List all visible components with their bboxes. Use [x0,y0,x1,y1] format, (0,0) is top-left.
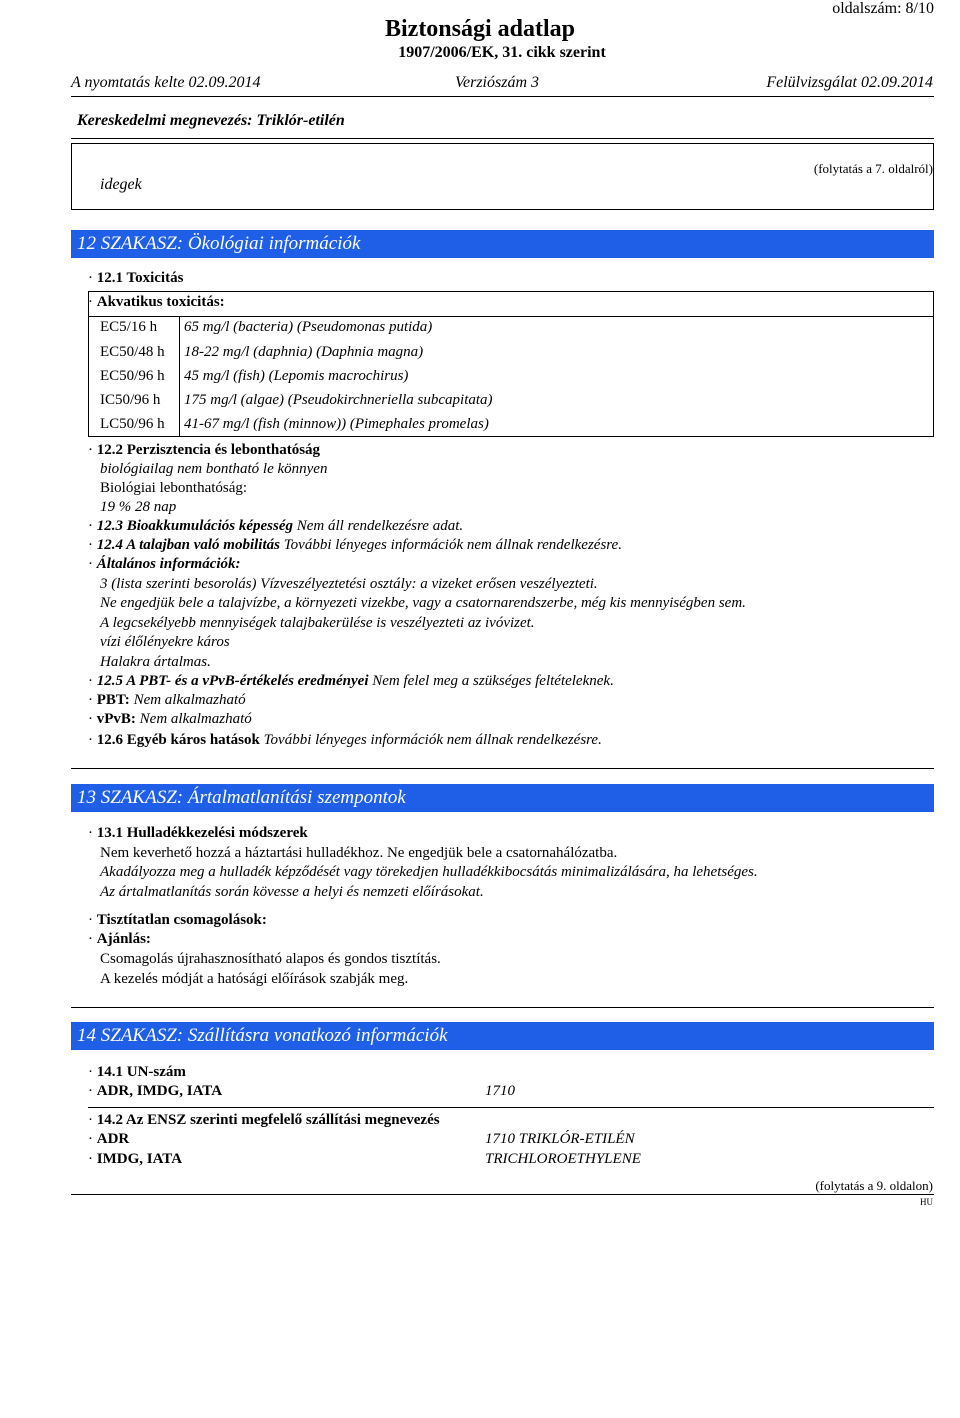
biodegradability-value: 19 % 28 nap [100,499,177,515]
adr-label: · ADR [88,1131,130,1147]
trade-name-divider [71,138,934,139]
bioaccumulation-line: · 12.3 Bioakkumulációs képesség Nem áll rendelkezésre adat. [88,518,464,534]
aquatic-row-value: 45 mg/l (fish) (Lepomis macrochirus) [184,368,409,384]
soil-mobility-line: · 12.4 A talajban való mobilitás További lényeges információk nem állnak rendelkezésre. [88,537,622,553]
continuation-left-text: idegek [100,176,142,193]
general-info-line: vízi élőlényekre káros [100,634,230,650]
general-info-line: Ne engedjük bele a talajvízbe, a környezeti vizekbe, vagy a csatornarendszerbe, még kis mennyiségben sem. [100,595,746,611]
aquatic-heading-divider [88,316,934,317]
section-13-divider [71,1007,934,1008]
aquatic-row-label: EC5/16 h [100,319,158,335]
print-date: A nyomtatás kelte 02.09.2014 [71,74,261,91]
recommendation-heading: · Ajánlás: [88,931,151,947]
waste-treatment-line: Nem keverhető hozzá a háztartási hulladékhoz. Ne engedjük bele a csatornahálózatba. [100,845,618,861]
page-number: oldalszám: 8/10 [832,0,934,17]
aquatic-row-label: IC50/96 h [100,392,161,408]
shipping-name-heading: · 14.2 Az ENSZ szerinti megfelelő szállítási megnevezés [88,1112,440,1128]
general-info-line: A legcsekélyebb mennyiségek talajbakerülése is veszélyezteti az ivóvizet. [100,615,535,631]
section-12-header: 12 SZAKASZ: Ökológiai információk [71,230,934,258]
other-effects-line: · 12.6 Egyéb káros hatások További lényeges információk nem állnak rendelkezésre. [88,732,602,748]
waste-treatment-line: Akadályozza meg a hulladék képződését vagy törekedjen hulladékkibocsátás minimalizálására, ha lehetséges. [100,864,758,880]
pbt-line: · PBT: Nem alkalmazható [88,692,246,708]
vpvb-line: · vPvB: Nem alkalmazható [88,711,252,727]
continuation-to-label: (folytatás a 9. oldalon) [815,1178,933,1193]
biodegradability-label: Biológiai lebonthatóság: [100,480,248,496]
recommendation-line: A kezelés módját a hatósági előírások szabják meg. [100,971,409,987]
un-number-label: · ADR, IMDG, IATA [88,1083,223,1099]
revision-date: Felülvizsgálat 02.09.2014 [766,74,933,91]
aquatic-row-value: 18-22 mg/l (daphnia) (Daphnia magna) [184,344,424,360]
un-number-heading: · 14.1 UN-szám [88,1064,186,1080]
document-subtitle: 1907/2006/EK, 31. cikk szerint [398,44,606,61]
aquatic-row-label: EC50/96 h [100,368,165,384]
section-13-header: 13 SZAKASZ: Ártalmatlanítási szempontok [71,784,934,812]
imdg-iata-label: · IMDG, IATA [88,1151,183,1167]
un-number-value: 1710 [485,1083,515,1099]
section-12-divider [71,768,934,769]
footer-divider [71,1194,934,1195]
aquatic-row-value: 65 mg/l (bacteria) (Pseudomonas putida) [184,319,433,335]
header-divider [71,96,934,97]
language-code: HU [920,1197,933,1207]
toxicity-heading: · 12.1 Toxicitás [88,270,184,286]
version-number: Verziószám 3 [455,74,540,91]
general-info-heading: · Általános információk: [88,556,241,572]
imdg-iata-value: TRICHLOROETHYLENE [485,1151,641,1167]
un-number-divider [88,1107,934,1108]
document-title: Biztonsági adatlap [384,16,576,42]
aquatic-column-divider [179,316,180,437]
persistence-text: biológiailag nem bontható le könnyen [100,461,328,477]
aquatic-row-value: 175 mg/l (algae) (Pseudokirchneriella subcapitata) [184,392,493,408]
waste-treatment-heading: · 13.1 Hulladékkezelési módszerek [88,825,308,841]
general-info-line: 3 (lista szerinti besorolás) Vízveszélyeztetési osztály: a vizeket erősen veszélyezteti. [100,576,598,592]
uncleaned-packaging-heading: · Tisztítatlan csomagolások: [88,912,267,928]
section-14-header: 14 SZAKASZ: Szállításra vonatkozó információk [71,1022,934,1050]
general-info-line: Halakra ártalmas. [100,654,211,670]
adr-value: 1710 TRIKLÓR-ETILÉN [485,1131,635,1147]
aquatic-row-label: LC50/96 h [100,416,165,432]
aquatic-row-label: EC50/48 h [100,344,165,360]
aquatic-heading: · Akvatikus toxicitás: [88,294,225,310]
continuation-box [71,143,934,210]
trade-name: Kereskedelmi megnevezés: Triklór-etilén [77,112,345,129]
aquatic-row-value: 41-67 mg/l (fish (minnow)) (Pimephales promelas) [184,416,489,432]
pbt-assessment-line: · 12.5 A PBT- és a vPvB-értékelés eredményei Nem felel meg a szükséges feltételeknek. [88,673,614,689]
continuation-from-label: (folytatás a 7. oldalról) [813,161,933,176]
waste-treatment-line: Az ártalmatlanítás során kövesse a helyi és nemzeti előírásokat. [100,884,484,900]
recommendation-line: Csomagolás újrahasznosítható alapos és gondos tisztítás. [100,951,441,967]
persistence-heading: · 12.2 Perzisztencia és lebonthatóság [88,442,321,458]
